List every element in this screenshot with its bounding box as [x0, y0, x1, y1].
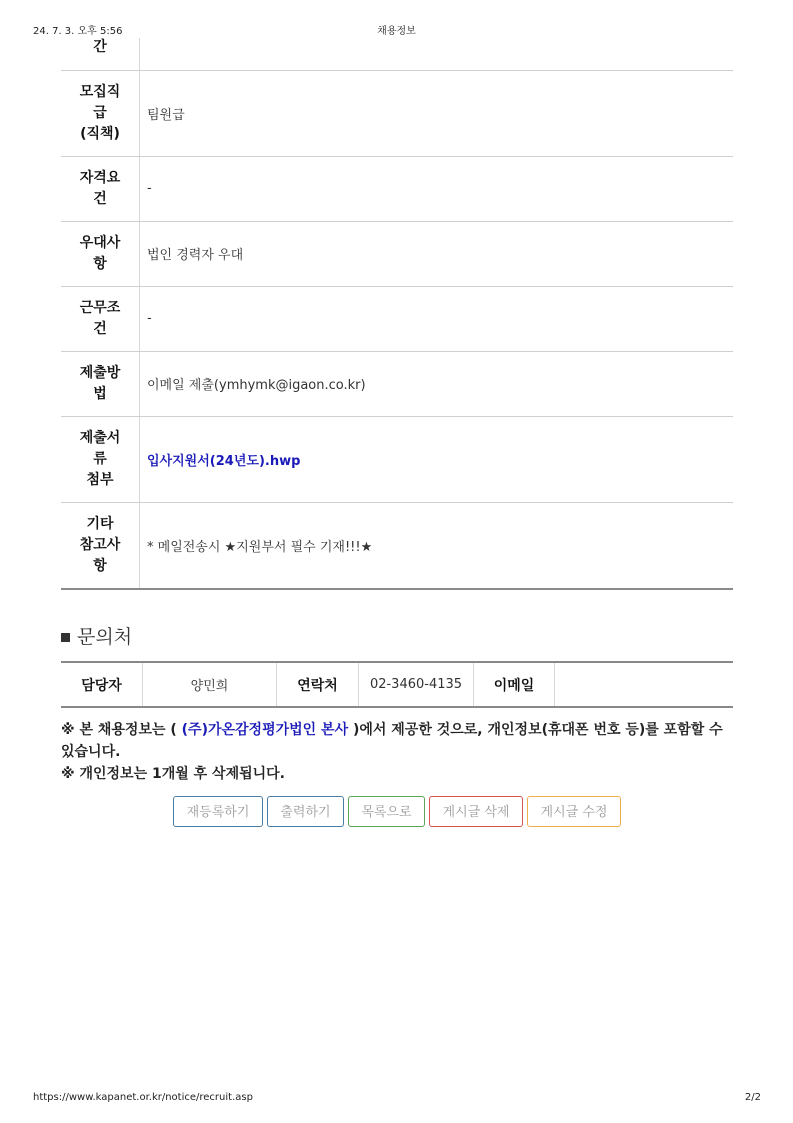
table-row: [61, 351, 733, 416]
table-row: [61, 38, 733, 70]
attachment-link[interactable]: 입사지원서(24년도).hwp: [147, 453, 301, 469]
page-url: https://www.kapanet.or.kr/notice/recruit.asp: [33, 1092, 253, 1103]
print-button[interactable]: 출력하기: [267, 796, 344, 827]
row-value: * 메일전송시 ★지원부서 필수 기재!!!★: [140, 502, 734, 589]
privacy-notice: [61, 719, 741, 785]
recruit-info-table: [61, 38, 733, 590]
row-label: 모집직 급 (직책): [61, 70, 140, 156]
action-buttons: [0, 796, 793, 829]
table-row: [61, 70, 733, 156]
contact-email-value: [555, 662, 734, 707]
contact-phone-label: 연락처: [277, 662, 359, 707]
company-name: (주)가온감정평가법인 본사: [181, 722, 349, 738]
delete-post-button[interactable]: 게시글 삭제: [429, 796, 523, 827]
contact-title: 문의처: [77, 626, 133, 648]
table-row: [61, 221, 733, 286]
row-label: 제출방 법: [61, 351, 140, 416]
contact-phone-value: 02-3460-4135: [359, 662, 474, 707]
print-datetime: 24. 7. 3. 오후 5:56: [33, 26, 123, 37]
table-row: [61, 416, 733, 502]
row-value: [140, 416, 734, 502]
row-label: 근무조 건: [61, 286, 140, 351]
row-label: 자격요 건: [61, 156, 140, 221]
contact-table: [61, 661, 733, 708]
table-row: [61, 286, 733, 351]
contact-person-label: 담당자: [61, 662, 143, 707]
back-to-list-button[interactable]: 목록으로: [348, 796, 425, 827]
re-register-button[interactable]: 재등록하기: [173, 796, 263, 827]
row-value: -: [140, 286, 734, 351]
print-title: 채용정보: [377, 26, 416, 37]
row-value: 법인 경력자 우대: [140, 221, 734, 286]
edit-post-button[interactable]: 게시글 수정: [527, 796, 621, 827]
notice-line-1: ※ 본 채용정보는 ( (주)가온감정평가법인 본사 )에서 제공한 것으로, 개인정보(휴대폰 번호 등)를 포함할 수 있습니다.: [61, 722, 723, 760]
page-number: 2/2: [744, 1092, 761, 1103]
row-value: -: [140, 156, 734, 221]
row-label: 제출서 류 첨부: [61, 416, 140, 502]
row-value: [140, 38, 734, 70]
contact-person-value: 양민희: [143, 662, 277, 707]
table-row: [61, 662, 733, 707]
contact-email-label: 이메일: [474, 662, 555, 707]
contact-section-title: [61, 622, 132, 649]
notice-line-2: ※ 개인정보는 1개월 후 삭제됩니다.: [61, 766, 285, 782]
row-value: 이메일 제출(ymhymk@igaon.co.kr): [140, 351, 734, 416]
print-header: [0, 22, 793, 36]
table-row: [61, 502, 733, 589]
row-label: 기타 참고사 항: [61, 502, 140, 589]
row-value: 팀원급: [140, 70, 734, 156]
row-label: 간: [61, 38, 140, 70]
row-label: 우대사 항: [61, 221, 140, 286]
square-bullet-icon: [61, 633, 70, 642]
table-row: [61, 156, 733, 221]
